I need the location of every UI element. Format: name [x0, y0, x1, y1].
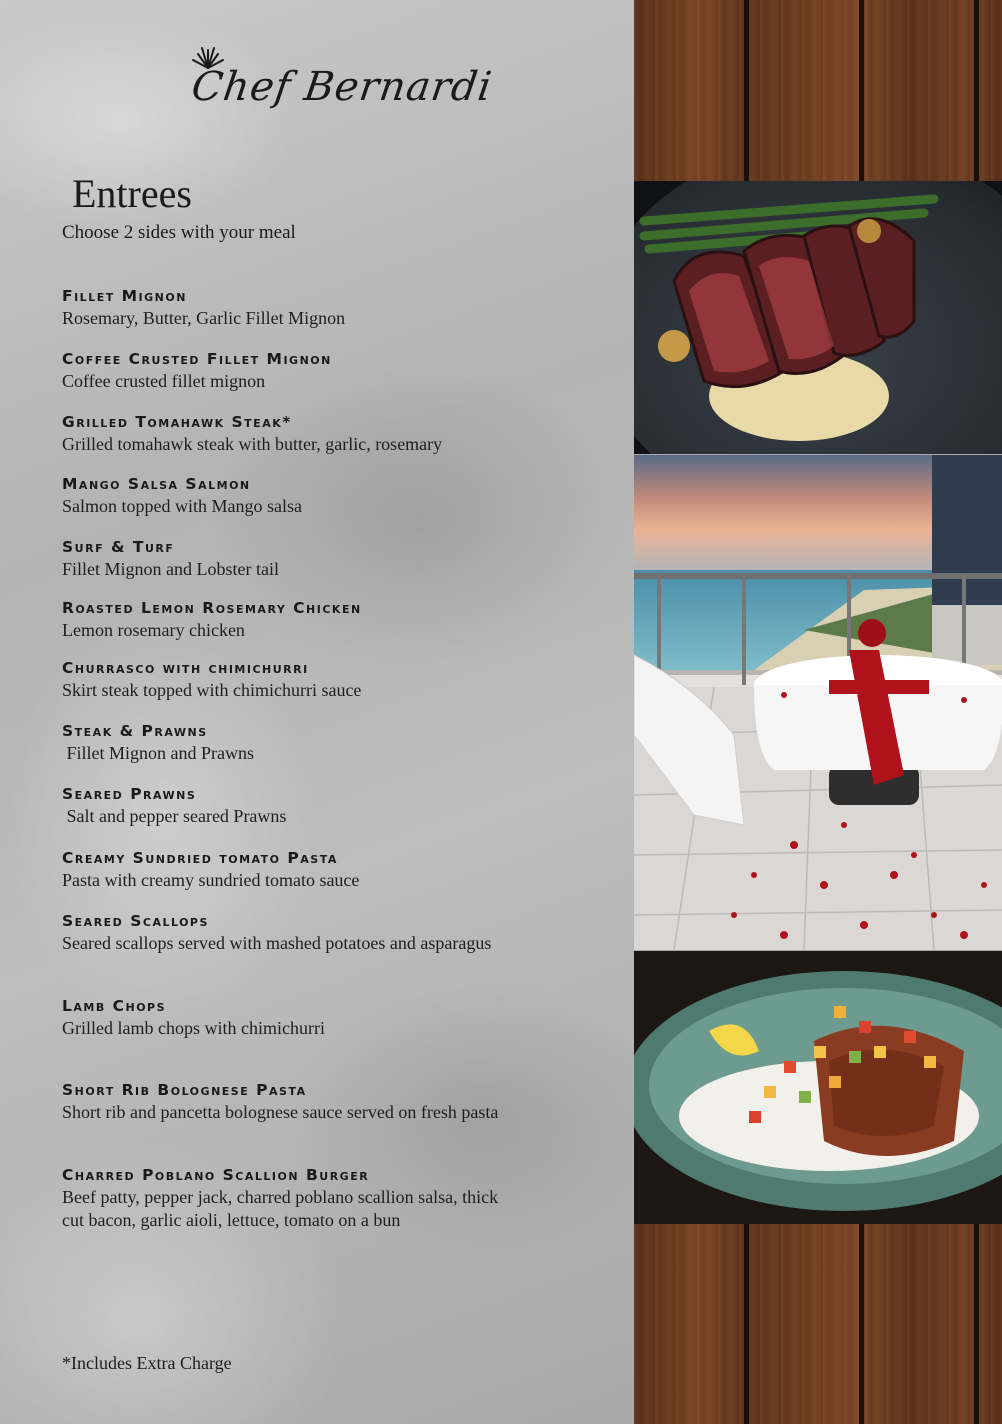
item-description: Skirt steak topped with chimichurri sauce — [62, 680, 362, 700]
item-name: Fillet Mignon — [62, 287, 187, 305]
item-name: Surf & Turf — [62, 538, 175, 556]
item-description: Grilled tomahawk steak with butter, garlic, rosemary — [62, 434, 443, 454]
menu-item — [62, 848, 512, 892]
menu-item — [62, 996, 512, 1040]
item-description: Fillet Mignon and Lobster tail — [62, 559, 279, 579]
menu-item — [62, 598, 512, 642]
steak-photo — [634, 181, 1002, 454]
item-description: Short rib and pancetta bolognese sauce served on fresh pasta — [62, 1102, 499, 1122]
balcony-dinner-photo — [634, 455, 1002, 950]
photo-column — [634, 0, 1002, 1424]
item-description: Grilled lamb chops with chimichurri — [62, 1018, 325, 1038]
item-description: Fillet Mignon and Prawns — [62, 743, 254, 763]
item-name: Mango Salsa Salmon — [62, 475, 251, 493]
item-description: Seared scallops served with mashed potatoes and asparagus — [62, 933, 492, 953]
item-description: Lemon rosemary chicken — [62, 620, 245, 640]
menu-item — [62, 1080, 512, 1124]
wood-panel-bottom — [634, 1224, 1002, 1424]
wood-panel-top — [634, 0, 1002, 181]
page-subtitle: Choose 2 sides with your meal — [62, 222, 296, 243]
item-name: Churrasco with chimichurri — [62, 659, 309, 677]
menu-item — [62, 1165, 512, 1232]
item-name: Lamb Chops — [62, 997, 167, 1015]
salmon-photo — [634, 951, 1002, 1224]
item-description: Salt and pepper seared Prawns — [62, 806, 287, 826]
page-title: Entrees — [72, 171, 192, 216]
item-name: Short Rib Bolognese Pasta — [62, 1081, 307, 1099]
menu-item — [62, 412, 512, 456]
item-name: Steak & Prawns — [62, 722, 208, 740]
menu-item — [62, 658, 512, 702]
item-description: Salmon topped with Mango salsa — [62, 496, 302, 516]
item-name: Seared Scallops — [62, 912, 209, 930]
footnote: *Includes Extra Charge — [62, 1353, 232, 1373]
item-name: Seared Prawns — [62, 785, 197, 803]
menu-item — [62, 721, 512, 765]
item-name: Coffee Crusted Fillet Mignon — [62, 350, 332, 368]
logo-wordmark: Chef Bernardi — [188, 64, 496, 110]
menu-item — [62, 911, 512, 955]
menu-item — [62, 784, 512, 828]
menu-item — [62, 474, 512, 518]
chef-logo — [188, 44, 496, 134]
menu-item — [62, 349, 512, 393]
item-name: Roasted Lemon Rosemary Chicken — [62, 599, 362, 617]
item-description: Beef patty, pepper jack, charred poblano scallion salsa, thick cut bacon, garlic aioli, lettuce, tomato on a bun — [62, 1187, 499, 1230]
item-description: Pasta with creamy sundried tomato sauce — [62, 870, 360, 890]
item-name: Creamy Sundried tomato Pasta — [62, 849, 338, 867]
item-name: Charred Poblano Scallion Burger — [62, 1166, 370, 1184]
item-description: Rosemary, Butter, Garlic Fillet Mignon — [62, 308, 346, 328]
item-description: Coffee crusted fillet mignon — [62, 371, 266, 391]
item-name: Grilled Tomahawk Steak* — [62, 413, 292, 431]
menu-item — [62, 286, 512, 330]
menu-item — [62, 537, 512, 581]
